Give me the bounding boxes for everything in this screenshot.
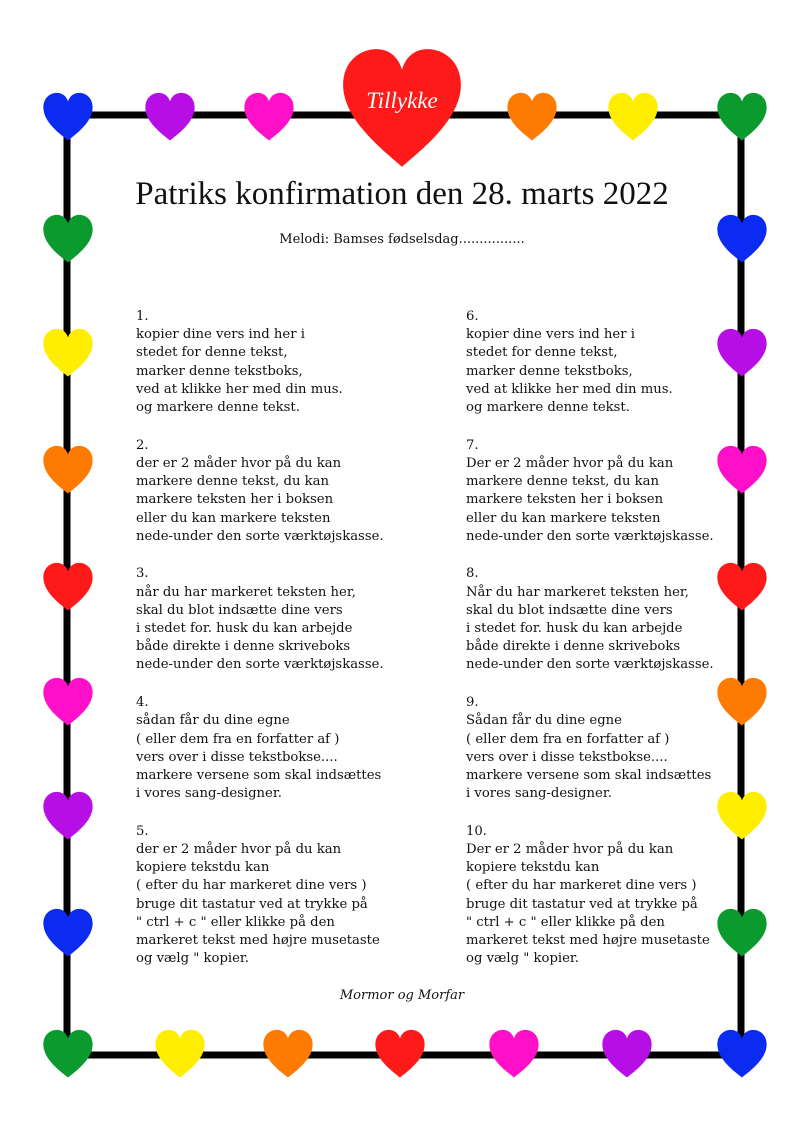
verse-line: markere denne tekst, du kan	[136, 474, 330, 490]
verse-line: i stedet for. husk du kan arbejde	[136, 621, 353, 637]
verse-line: og markere denne tekst.	[466, 400, 630, 416]
verse-line: skal du blot indsætte dine vers	[136, 602, 343, 618]
verse-number: 3.	[136, 566, 149, 582]
heart-icon	[40, 1026, 96, 1082]
verse-line: stedet for denne tekst,	[136, 345, 288, 361]
heart-icon	[142, 89, 198, 145]
heart-icon	[40, 788, 96, 844]
verse-line: og vælg " kopier.	[136, 951, 249, 967]
verse-block	[466, 437, 756, 546]
verse-line: markere versene som skal indsættes	[466, 767, 712, 783]
verse-line: nede-under den sorte værktøjskasse.	[136, 657, 384, 673]
signature: Mormor og Morfar	[339, 988, 465, 1003]
verse-line: der er 2 måder hvor på du kan	[136, 842, 342, 858]
verse-line: Når du har markeret teksten her,	[466, 584, 689, 600]
heart-icon	[40, 325, 96, 381]
verse-line: markeret tekst med højre musetaste	[466, 933, 710, 949]
verse-line: sådan får du dine egne	[136, 713, 290, 729]
verse-line: ved at klikke her med din mus.	[136, 381, 343, 397]
heart-icon	[40, 559, 96, 615]
heart-icon	[260, 1026, 316, 1082]
verse-column-left	[136, 308, 426, 988]
verse-line: " ctrl + c " eller klikke på den	[466, 914, 665, 930]
verse-line: og vælg " kopier.	[466, 951, 579, 967]
heart-icon	[714, 89, 770, 145]
verse-line: marker denne tekstboks,	[466, 363, 633, 379]
verse-line: markere teksten her i boksen	[136, 492, 334, 508]
verse-line: ved at klikke her med din mus.	[466, 381, 673, 397]
verse-line: ( efter du har markeret dine vers )	[466, 878, 697, 894]
heart-icon	[152, 1026, 208, 1082]
heart-icon	[372, 1026, 428, 1082]
heart-icon	[241, 89, 297, 145]
heart-icon	[714, 1026, 770, 1082]
heart-icon	[40, 89, 96, 145]
verse-line: markere versene som skal indsættes	[136, 767, 382, 783]
verse-block	[136, 308, 426, 417]
verse-column-right	[466, 308, 756, 988]
melody-line: Melodi: Bamses fødselsdag................	[279, 232, 525, 247]
verse-line: kopiere tekstdu kan	[466, 860, 600, 876]
verse-block	[466, 308, 756, 417]
verse-line: markere denne tekst, du kan	[466, 474, 660, 490]
verse-line: marker denne tekstboks,	[136, 363, 303, 379]
verse-line: både direkte i denne skriveboks	[136, 639, 351, 655]
verse-block	[466, 823, 756, 969]
verse-line: både direkte i denne skriveboks	[466, 639, 681, 655]
verse-block	[466, 565, 756, 674]
verse-line: kopiere tekstdu kan	[136, 860, 270, 876]
verse-block	[136, 565, 426, 674]
verse-line: vers over i disse tekstbokse....	[136, 749, 338, 765]
tillykke-heart	[338, 40, 466, 176]
verse-line: nede-under den sorte værktøjskasse.	[136, 528, 384, 544]
verse-line: stedet for denne tekst,	[466, 345, 618, 361]
verse-line: kopier dine vers ind her i	[136, 327, 305, 343]
heart-icon	[599, 1026, 655, 1082]
verse-line: nede-under den sorte værktøjskasse.	[466, 657, 714, 673]
verse-number: 10.	[466, 823, 487, 839]
verse-line: Der er 2 måder hvor på du kan	[466, 842, 674, 858]
verse-line: kopier dine vers ind her i	[466, 327, 635, 343]
verse-line: Der er 2 måder hvor på du kan	[466, 455, 674, 471]
verse-line: markeret tekst med højre musetaste	[136, 933, 380, 949]
verse-number: 6.	[466, 309, 479, 324]
verse-line: i vores sang-designer.	[466, 786, 612, 802]
verse-line: skal du blot indsætte dine vers	[466, 602, 673, 618]
verse-number: 1.	[136, 309, 149, 324]
verse-line: bruge dit tastatur ved at trykke på	[136, 896, 368, 912]
verse-line: ( eller dem fra en forfatter af )	[466, 731, 670, 747]
heart-icon	[40, 442, 96, 498]
verse-line: eller du kan markere teksten	[466, 510, 661, 526]
verse-number: 4.	[136, 695, 149, 711]
verse-number: 8.	[466, 566, 479, 582]
verse-line: i vores sang-designer.	[136, 786, 282, 802]
verse-line: " ctrl + c " eller klikke på den	[136, 914, 335, 930]
verse-line: markere teksten her i boksen	[466, 492, 664, 508]
verse-line: ( efter du har markeret dine vers )	[136, 878, 367, 894]
heart-icon	[486, 1026, 542, 1082]
verse-block	[136, 437, 426, 546]
heart-icon	[605, 89, 661, 145]
verse-line: Sådan får du dine egne	[466, 713, 622, 729]
verse-number: 2.	[136, 437, 149, 453]
verse-number: 5.	[136, 823, 149, 839]
verse-line: nede-under den sorte værktøjskasse.	[466, 528, 714, 544]
heart-label: Tillykke	[366, 88, 438, 113]
verse-line: bruge dit tastatur ved at trykke på	[466, 896, 698, 912]
verse-line: og markere denne tekst.	[136, 400, 300, 416]
heart-icon	[40, 905, 96, 961]
heart-icon	[504, 89, 560, 145]
verse-number: 9.	[466, 695, 479, 711]
verse-line: ( eller dem fra en forfatter af )	[136, 731, 340, 747]
verse-block	[466, 694, 756, 803]
verse-line: når du har markeret teksten her,	[136, 584, 356, 600]
verse-line: i stedet for. husk du kan arbejde	[466, 621, 683, 637]
verse-block	[136, 694, 426, 803]
page-title: Patriks konfirmation den 28. marts 2022	[135, 176, 669, 212]
verse-line: eller du kan markere teksten	[136, 510, 331, 526]
heart-icon	[40, 674, 96, 730]
verse-line: der er 2 måder hvor på du kan	[136, 455, 342, 471]
verse-number: 7.	[466, 437, 479, 453]
verse-line: vers over i disse tekstbokse....	[466, 749, 668, 765]
verse-block	[136, 823, 426, 969]
